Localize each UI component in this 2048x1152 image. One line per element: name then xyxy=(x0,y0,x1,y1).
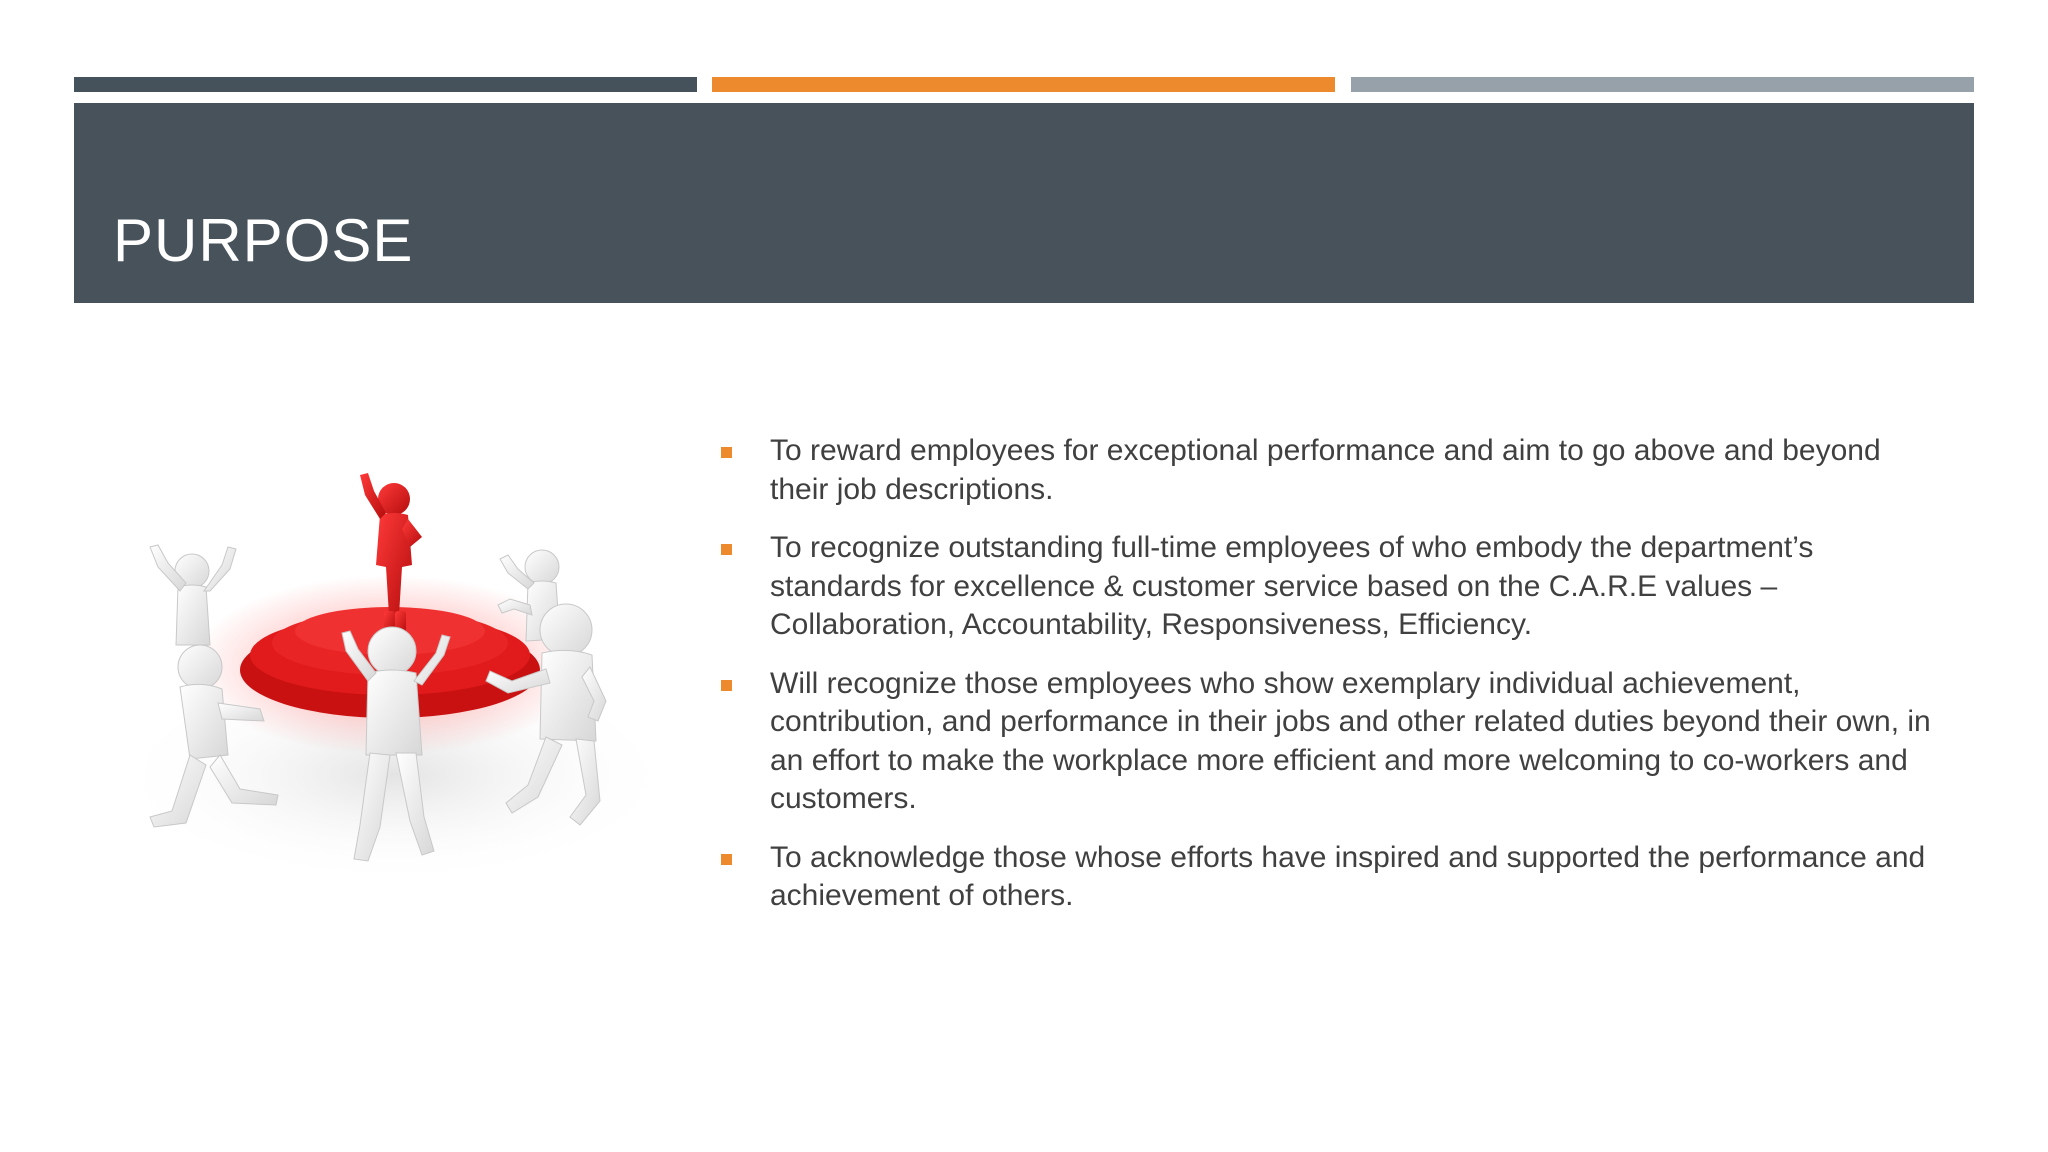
celebration-figures-icon xyxy=(110,455,680,895)
accent-bar-dark xyxy=(74,77,697,92)
bullet-item xyxy=(715,432,1940,509)
bullet-square-icon xyxy=(721,447,732,458)
bullet-text: To acknowledge those whose efforts have inspired and supported the performance and achievement of others. xyxy=(770,840,1926,912)
bullet-text: Will recognize those employees who show exemplary individual achievement, contribution, and performance in their jobs and other related duties beyond their own, in an effort to make the workplace more efficient and more welcoming to co-workers and customers. xyxy=(770,666,1931,815)
bullet-square-icon xyxy=(721,854,732,865)
bullet-square-icon xyxy=(721,544,732,555)
slide-title: PURPOSE xyxy=(113,207,414,274)
bullet-square-icon xyxy=(721,680,732,691)
bullet-list xyxy=(715,432,1940,936)
bullet-item xyxy=(715,529,1940,645)
accent-bar-gray xyxy=(1351,77,1974,92)
accent-bar-orange xyxy=(712,77,1335,92)
bullet-item xyxy=(715,839,1940,916)
bullet-item xyxy=(715,665,1940,819)
bullet-text: To reward employees for exceptional performance and aim to go above and beyond their job descriptions. xyxy=(770,434,1881,506)
title-band xyxy=(74,103,1974,303)
bullet-text: To recognize outstanding full-time employees of who embody the department’s standards for excellence & customer service based on the C.A.R.E values – Collaboration, Accountability, Responsiveness, Efficiency. xyxy=(770,531,1814,641)
